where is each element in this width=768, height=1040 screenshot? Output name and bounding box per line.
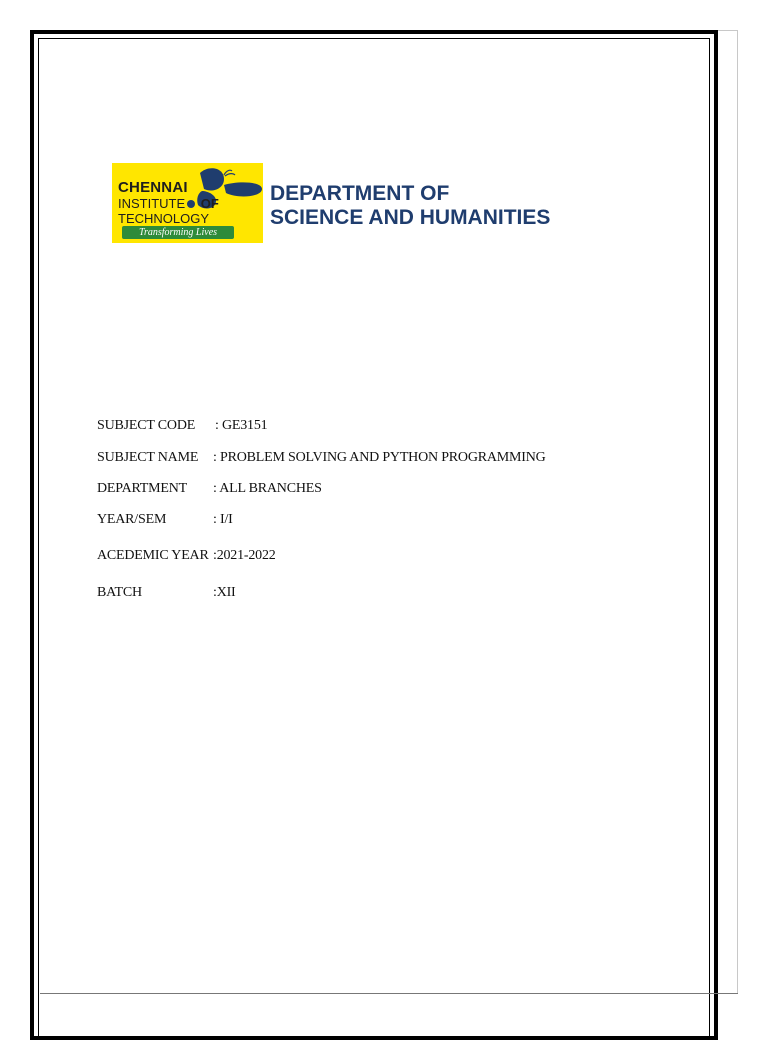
bottom-rule <box>40 993 738 994</box>
info-value: : PROBLEM SOLVING AND PYTHON PROGRAMMING <box>213 450 546 465</box>
info-value: : GE3151 <box>215 418 268 433</box>
logo-line-technology: TECHNOLOGY <box>118 211 210 226</box>
logo-word-of: OF <box>200 196 219 211</box>
logo-word-institute: INSTITUTE <box>118 196 186 211</box>
info-value: :XII <box>213 585 236 600</box>
info-label: SUBJECT CODE <box>97 418 196 433</box>
info-label: YEAR/SEM <box>97 512 167 527</box>
info-label: BATCH <box>97 585 142 600</box>
info-value: :2021-2022 <box>213 548 276 563</box>
info-label: ACEDEMIC YEAR <box>97 548 209 563</box>
logo-line-institute <box>118 197 219 210</box>
department-title <box>270 182 550 230</box>
info-value: : ALL BRANCHES <box>213 481 322 496</box>
page-edge <box>718 30 738 994</box>
institute-logo <box>112 163 263 243</box>
info-label: SUBJECT NAME <box>97 450 199 465</box>
department-title-line2: SCIENCE AND HUMANITIES <box>270 206 551 229</box>
logo-tagline: Transforming Lives <box>122 226 234 239</box>
logo-line-chennai: CHENNAI <box>118 179 188 196</box>
department-title-line1: DEPARTMENT OF <box>270 182 450 205</box>
info-value: : I/I <box>213 512 233 527</box>
info-label: DEPARTMENT <box>97 481 187 496</box>
